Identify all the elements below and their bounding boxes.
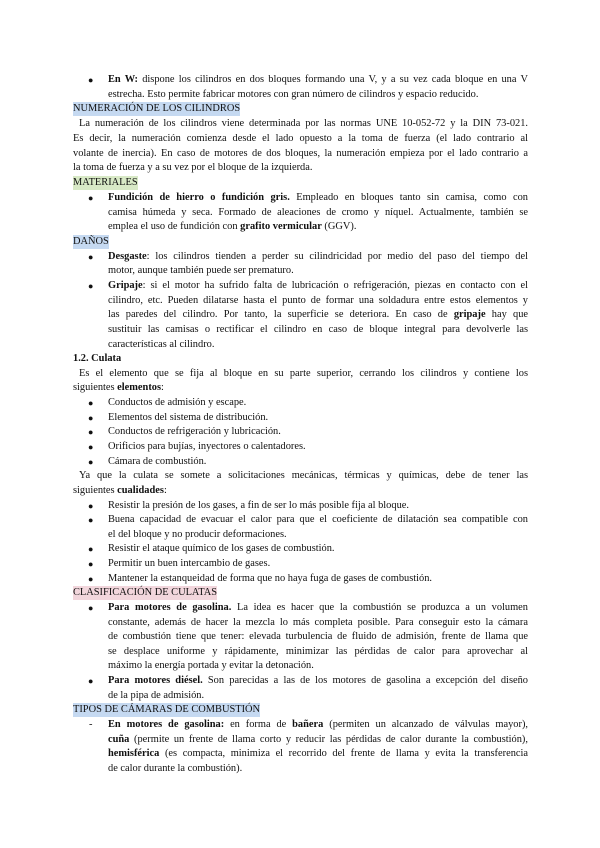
list-item: Mantener la estanqueidad de forma que no haya fuga de gases de combustión. bbox=[108, 573, 433, 584]
text-line: Ya que la culata se somete a solicitaciones mecánicas, térmicas y químicas, debe de tener las bbox=[79, 470, 528, 481]
bullet-icon: ● bbox=[88, 281, 94, 291]
bullet-icon: ● bbox=[88, 574, 94, 584]
list-item: Buena capacidad de evacuar el calor para que el coeficiente de dilatación sea compatible con bbox=[108, 514, 528, 525]
section-heading-clasificacion: CLASIFICACIÓN DE CULATAS bbox=[73, 587, 218, 598]
text-line: emplea el uso de fundición con grafito vermicular (GGV). bbox=[108, 221, 357, 232]
text-line: estrecha. Esto permite fabricar motores con gran número de cilindros y espacio reducido. bbox=[108, 89, 479, 100]
text-line: Fundición de hierro o fundición gris. Empleado en bloques tanto sin camisa, como con bbox=[108, 192, 528, 203]
text-line: constante, además de hacer la mezcla lo más completa posible. Para conseguir esto la cámara bbox=[108, 617, 528, 628]
section-heading-materiales: MATERIALES bbox=[73, 177, 138, 188]
list-item: Permitir un buen intercambio de gases. bbox=[108, 558, 271, 569]
list-item: Orificios para bujías, inyectores o calentadores. bbox=[108, 441, 306, 452]
text-line: las paredes del cilindro. Por tanto, la superficie se deteriora. En caso de gripaje hay que bbox=[108, 309, 528, 320]
text-line: Para motores de gasolina. La idea es hacer que la combustión se produzca a un volumen bbox=[108, 602, 528, 613]
section-heading-tipos: TIPOS DE CÁMARAS DE COMBUSTIÓN bbox=[73, 704, 261, 715]
text-line: Es el elemento que se fija al bloque en su parte superior, cerrando los cilindros y contiene los bbox=[79, 368, 528, 379]
text-line: siguientes elementos: bbox=[73, 382, 164, 393]
text-line: características al cilindro. bbox=[108, 339, 215, 350]
bullet-icon: ● bbox=[88, 442, 94, 452]
text-line: En motores de gasolina: en forma de bañera (permiten un alcanzado de válvulas mayor), bbox=[108, 719, 528, 730]
text-line: camisa húmeda y seca. Formado de aleaciones de cromo y níquel. Actualmente, también se bbox=[108, 207, 528, 218]
bullet-icon: ● bbox=[88, 559, 94, 569]
list-item: Elementos del sistema de distribución. bbox=[108, 412, 269, 423]
list-item: Resistir el ataque químico de los gases de combustión. bbox=[108, 543, 335, 554]
bullet-icon: ● bbox=[88, 427, 94, 437]
bullet-icon: ● bbox=[88, 501, 94, 511]
text-line: se desplace uniforme y rápidamente, minimizar las pérdidas de calor para aprovechar al bbox=[108, 646, 528, 657]
bullet-icon: ● bbox=[88, 544, 94, 554]
bullet-icon: ● bbox=[88, 676, 94, 686]
text-line: motor, aunque también puede ser prematuro. bbox=[108, 265, 294, 276]
text-line: cuña (permite un frente de llama corto y reducir las pérdidas de calor durante la combustión), bbox=[108, 734, 528, 745]
text-line: Gripaje: si el motor ha sufrido falta de lubricación o refrigeración, piezas en contacto con el bbox=[108, 280, 528, 291]
text-line: siguientes cualidades: bbox=[73, 485, 167, 496]
text-line: Desgaste: los cilindros tienden a perder su cilindricidad por medio del paso del tiempo del bbox=[108, 251, 528, 262]
list-item: Conductos de refrigeración y lubricación. bbox=[108, 426, 281, 437]
text-line: sustituir las camisas o rectificar el cilindro en caso de bloque integral para devolverle las bbox=[108, 324, 528, 335]
section-heading-culata: 1.2. Culata bbox=[73, 353, 122, 364]
text-line: de combustión tiene que tener: elevada turbulencia de fluido de admisión, frente de llama que bbox=[108, 631, 528, 642]
text-line: volante de inercia). En caso de motores de dos bloques, la numeración empieza por el lado contrario a bbox=[73, 148, 528, 159]
section-heading-danos: DAÑOS bbox=[73, 236, 109, 247]
text-line: En W: dispone los cilindros en dos bloques formando una V, y a su vez cada bloque en una V bbox=[108, 74, 528, 85]
bullet-icon: ● bbox=[88, 252, 94, 262]
text-line: La numeración de los cilindros viene determinada por las normas UNE 10-052-72 y la DIN 73-021. bbox=[79, 118, 528, 129]
list-item: Conductos de admisión y escape. bbox=[108, 397, 247, 408]
list-item: Resistir la presión de los gases, a fin de ser lo más posible fija al bloque. bbox=[108, 500, 409, 511]
text-line: de calor durante la combustión). bbox=[108, 763, 243, 774]
text-line: Para motores diésel. Son parecidas a las de los motores de gasolina a excepción del diseño bbox=[108, 675, 528, 686]
text-line: máximo la energía portada y evitar la detonación. bbox=[108, 660, 314, 671]
text-line: de la pipa de admisión. bbox=[108, 690, 205, 701]
bullet-icon: ● bbox=[88, 398, 94, 408]
text-line: la toma de fuerza y a su vez por el bloque de la izquierda. bbox=[73, 162, 313, 173]
bullet-icon: ● bbox=[88, 515, 94, 525]
bullet-icon: ● bbox=[88, 603, 94, 613]
bullet-icon: ● bbox=[88, 413, 94, 423]
bullet-icon: ● bbox=[88, 75, 94, 85]
bullet-icon: ● bbox=[88, 457, 94, 467]
list-item: Cámara de combustión. bbox=[108, 456, 207, 467]
section-heading-numeracion: NUMERACIÓN DE LOS CILINDROS bbox=[73, 103, 241, 114]
text-line: hemisférica (es compacta, minimiza el recorrido del frente de llama y evita la transferencia bbox=[108, 748, 528, 759]
bullet-icon: ● bbox=[88, 193, 94, 203]
text-line: Es decir, la numeración comienza desde el lado opuesto a la toma de fuerza (el lado contrario al bbox=[73, 133, 528, 144]
text-line: cilindro, etc. Pueden dilatarse hasta el punto de formar una soldadura entre estos elementos y bbox=[108, 295, 528, 306]
dash-bullet-icon: - bbox=[89, 719, 93, 730]
text-line: el del bloque y no producir deformaciones. bbox=[108, 529, 287, 540]
